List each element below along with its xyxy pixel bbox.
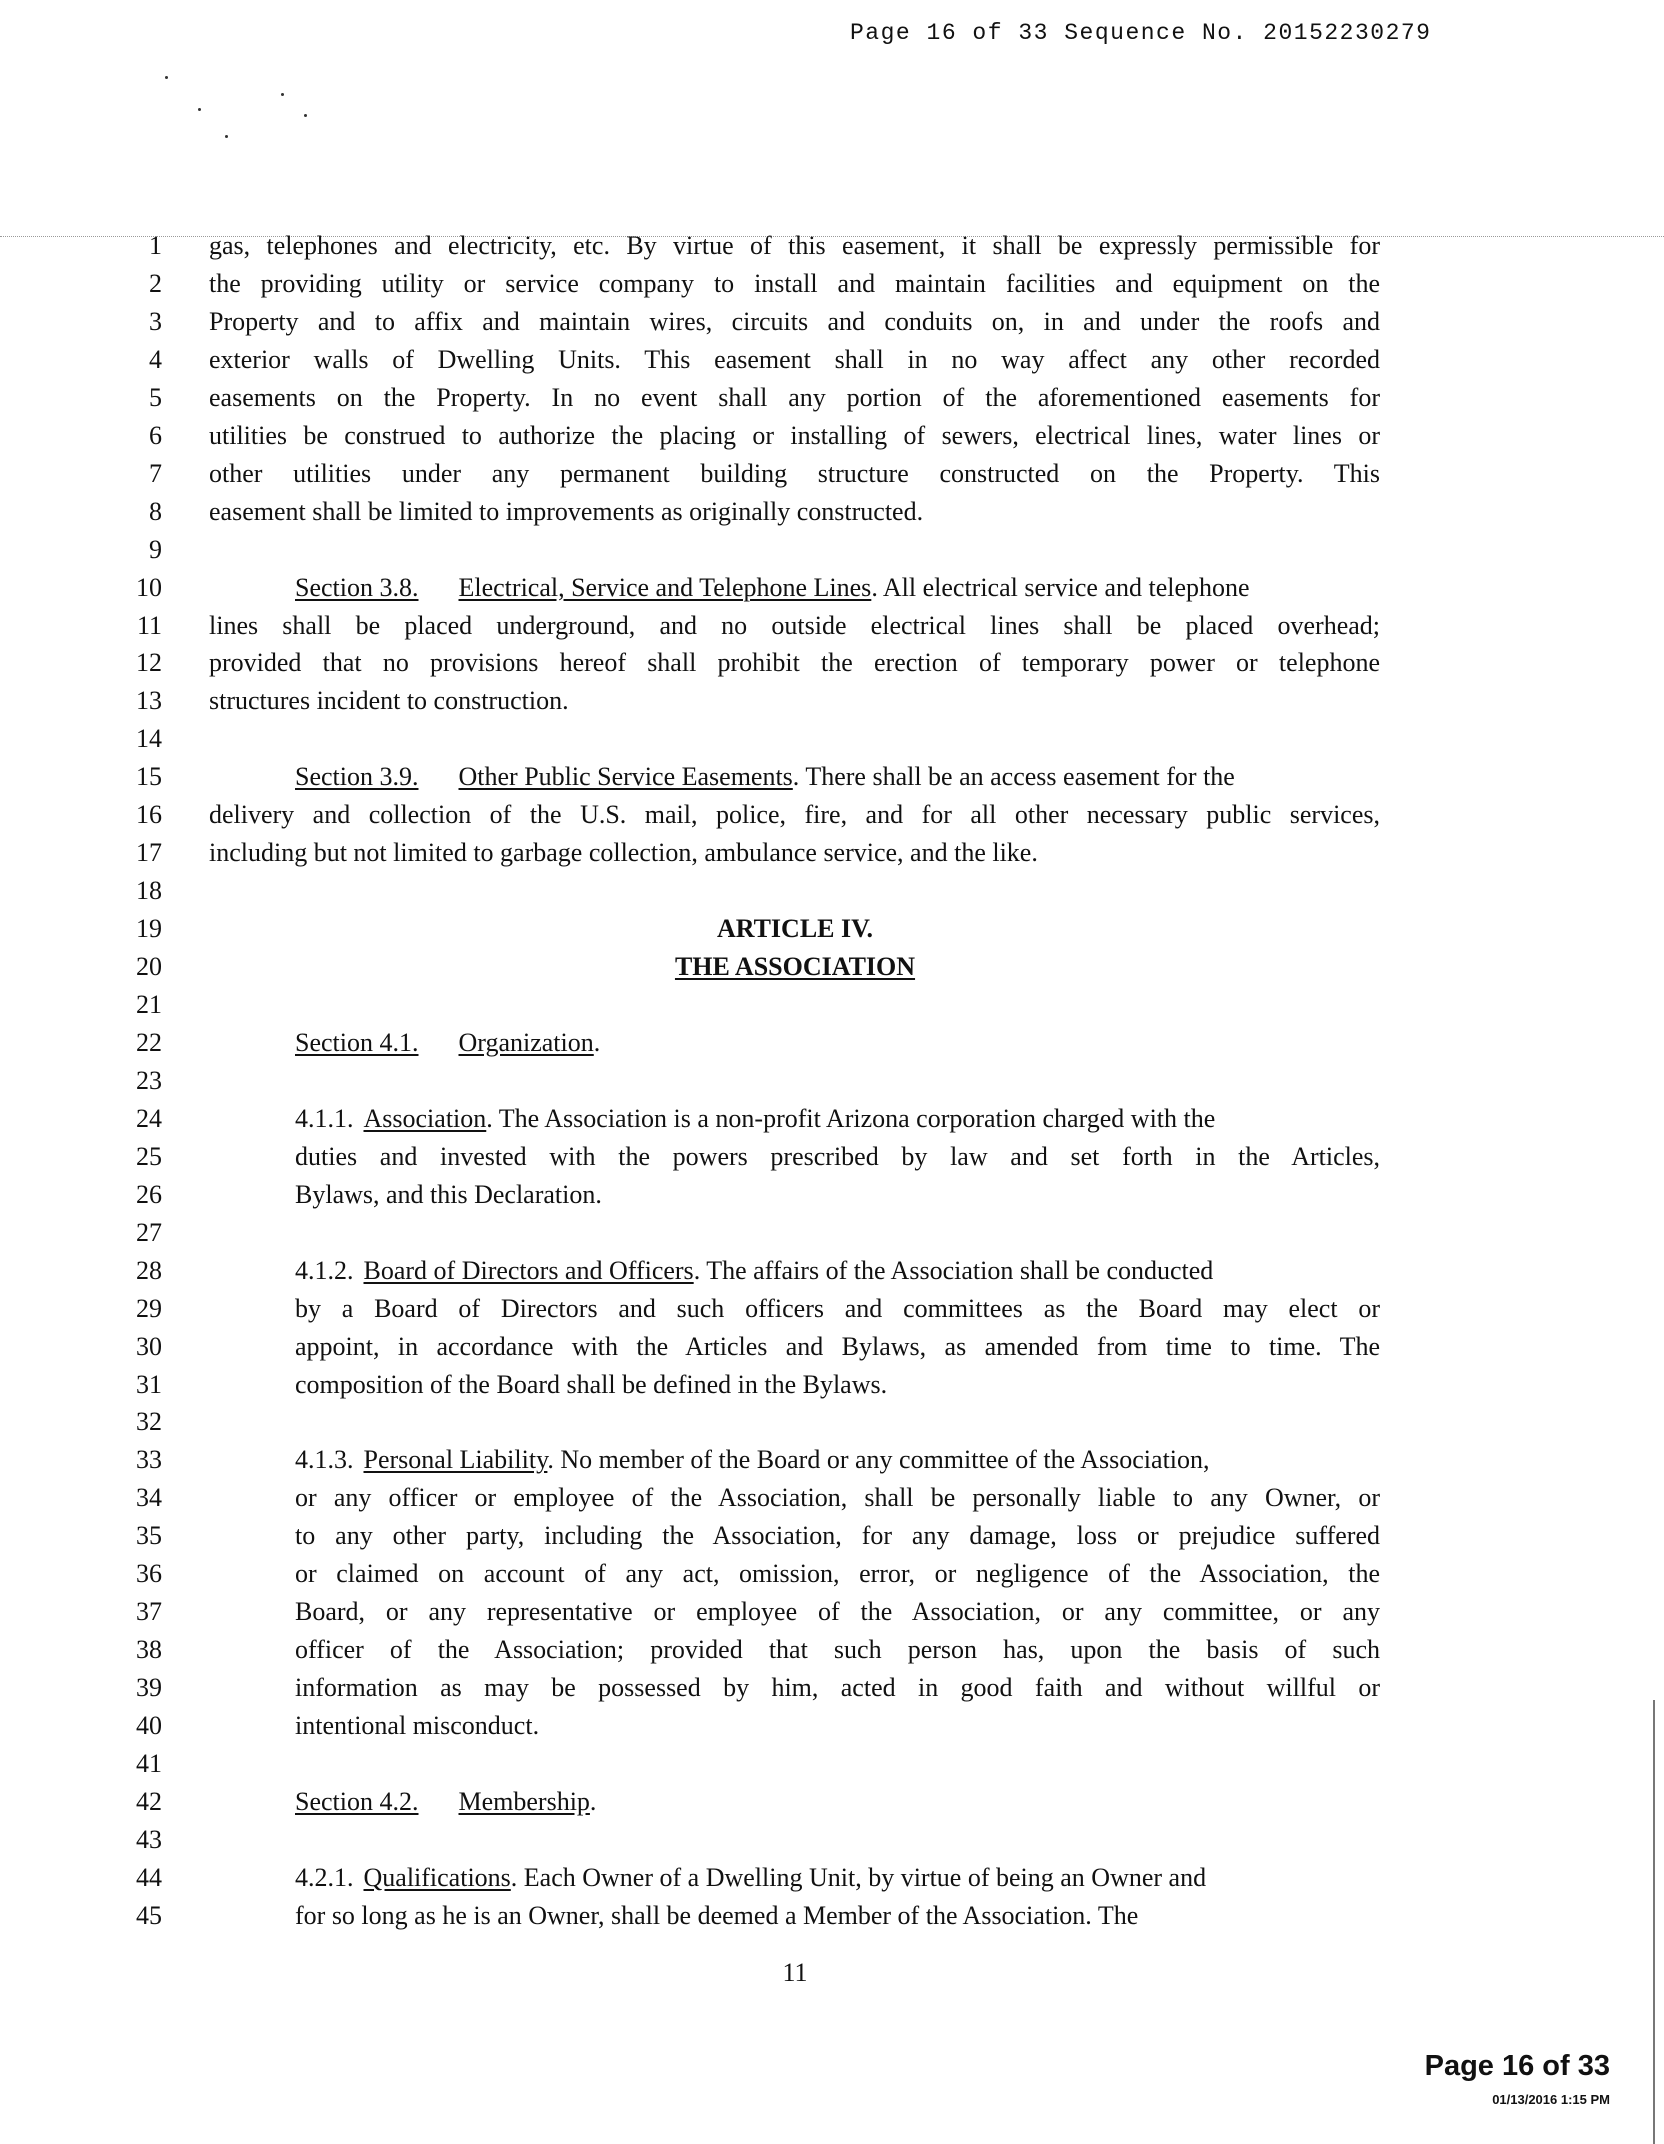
line-text: easement shall be limited to improvements as originally constructed. bbox=[209, 496, 924, 526]
document-line bbox=[0, 227, 1664, 265]
line-text: by a Board of Directors and such officers and committees as the Board may elect or bbox=[295, 1293, 1380, 1323]
document-line bbox=[0, 758, 1664, 796]
scan-speck bbox=[281, 93, 284, 96]
recording-header: Page 16 of 33 Sequence No. 20152230279 bbox=[850, 20, 1432, 46]
line-text: gas, telephones and electricity, etc. By virtue of this easement, it shall be expressly permissible for bbox=[209, 231, 1380, 260]
document-line bbox=[0, 910, 1664, 948]
section-text: . No member of the Board or any committee of the Association, bbox=[547, 1445, 1210, 1475]
line-text: to any other party, including the Association, for any damage, loss or prejudice suffered bbox=[295, 1521, 1380, 1551]
line-text: appoint, in accordance with the Articles and Bylaws, as amended from time to time. The bbox=[295, 1331, 1380, 1361]
document-line bbox=[0, 720, 1664, 758]
document-line bbox=[0, 1100, 1664, 1138]
section-number: Section 4.1. bbox=[295, 1027, 419, 1057]
document-line bbox=[0, 1593, 1664, 1631]
section-number: Section 4.2. bbox=[295, 1786, 419, 1816]
section-line bbox=[295, 758, 1235, 796]
article-title: THE ASSOCIATION bbox=[674, 952, 916, 982]
line-number: 14 bbox=[136, 724, 162, 754]
document-line bbox=[0, 1669, 1664, 1707]
document-line bbox=[0, 1859, 1664, 1897]
line-number: 26 bbox=[136, 1179, 162, 1209]
line-number: 30 bbox=[136, 1331, 162, 1361]
document-line bbox=[0, 1403, 1664, 1441]
document-line bbox=[0, 682, 1664, 720]
section-text: . The affairs of the Association shall be conducted bbox=[693, 1255, 1214, 1285]
document-line bbox=[0, 644, 1664, 682]
document-line bbox=[0, 531, 1664, 569]
line-text: lines shall be placed underground, and no outside electrical lines shall be placed overhead; bbox=[209, 610, 1380, 640]
section-line bbox=[295, 1783, 596, 1821]
line-number: 6 bbox=[149, 420, 162, 450]
document-line bbox=[0, 1366, 1664, 1404]
section-heading: Qualifications bbox=[363, 1862, 511, 1892]
scan-speck bbox=[304, 114, 307, 117]
line-text: provided that no provisions hereof shall prohibit the erection of temporary power or telephone bbox=[209, 648, 1380, 678]
document-line bbox=[0, 1707, 1664, 1745]
line-text: structures incident to construction. bbox=[209, 686, 569, 716]
section-text: . bbox=[589, 1786, 597, 1816]
section-heading: Membership bbox=[458, 1786, 590, 1816]
line-text: Board, or any representative or employee of the Association, or any committee, or any bbox=[295, 1597, 1380, 1627]
document-line bbox=[0, 1631, 1664, 1669]
section-text: . Each Owner of a Dwelling Unit, by virtue of being an Owner and bbox=[510, 1862, 1207, 1892]
document-line bbox=[0, 1252, 1664, 1290]
line-text: exterior walls of Dwelling Units. This easement shall in no way affect any other recorded bbox=[209, 344, 1380, 374]
document-line bbox=[0, 1783, 1664, 1821]
line-number: 32 bbox=[136, 1407, 162, 1437]
document-line bbox=[0, 417, 1664, 455]
line-number: 8 bbox=[149, 496, 162, 526]
footer-page-count: Page 16 of 33 bbox=[1424, 2050, 1610, 2082]
line-text: delivery and collection of the U.S. mail, police, fire, and for all other necessary public services, bbox=[209, 800, 1380, 830]
document-line bbox=[0, 1821, 1664, 1859]
line-number: 28 bbox=[136, 1255, 162, 1285]
document-line bbox=[0, 341, 1664, 379]
line-number: 41 bbox=[136, 1749, 162, 1778]
line-number: 12 bbox=[136, 648, 162, 678]
section-heading: Organization bbox=[458, 1027, 594, 1057]
scan-speck bbox=[198, 108, 201, 111]
document-line bbox=[0, 1328, 1664, 1366]
section-number: Section 3.9. bbox=[295, 762, 419, 792]
line-number: 19 bbox=[136, 914, 162, 944]
line-number: 25 bbox=[136, 1141, 162, 1171]
section-line bbox=[295, 1024, 600, 1062]
line-text: other utilities under any permanent building structure constructed on the Property. This bbox=[209, 458, 1380, 488]
line-number: 20 bbox=[136, 952, 162, 982]
line-number: 34 bbox=[136, 1483, 162, 1513]
subsection-number: 4.1.2. bbox=[295, 1255, 354, 1285]
line-number: 10 bbox=[136, 572, 162, 602]
section-text: . bbox=[593, 1027, 601, 1057]
section-text: . The Association is a non-profit Arizona corporation charged with the bbox=[486, 1103, 1216, 1133]
section-heading: Other Public Service Easements bbox=[458, 762, 793, 792]
section-line bbox=[295, 1441, 1210, 1479]
document-line bbox=[0, 1517, 1664, 1555]
line-number: 44 bbox=[136, 1862, 162, 1892]
document-line bbox=[0, 1479, 1664, 1517]
document-line bbox=[0, 569, 1664, 607]
line-number: 35 bbox=[136, 1521, 162, 1551]
section-text: . There shall be an access easement for the bbox=[792, 762, 1235, 792]
document-line bbox=[0, 1176, 1664, 1214]
document-line bbox=[0, 1441, 1664, 1479]
line-text: including but not limited to garbage collection, ambulance service, and the like. bbox=[209, 838, 1038, 868]
document-line bbox=[0, 455, 1664, 493]
line-number: 21 bbox=[136, 990, 162, 1019]
line-number: 24 bbox=[136, 1103, 162, 1133]
line-number: 45 bbox=[136, 1900, 162, 1930]
line-text: Property and to affix and maintain wires, circuits and conduits on, in and under the roofs and bbox=[209, 306, 1380, 336]
line-number: 13 bbox=[136, 686, 162, 716]
line-number: 40 bbox=[136, 1711, 162, 1741]
line-text: easements on the Property. In no event shall any portion of the aforementioned easements for bbox=[209, 382, 1380, 412]
document-line bbox=[0, 1745, 1664, 1783]
document-line bbox=[0, 872, 1664, 910]
section-heading: Personal Liability bbox=[363, 1445, 548, 1475]
section-line bbox=[295, 569, 1250, 607]
document-line bbox=[0, 986, 1664, 1024]
footer-timestamp: 01/13/2016 1:15 PM bbox=[1492, 2092, 1610, 2107]
line-number: 27 bbox=[136, 1217, 162, 1247]
document-line bbox=[0, 1214, 1664, 1252]
line-text: the providing utility or service company to install and maintain facilities and equipment on the bbox=[209, 268, 1380, 298]
document-line bbox=[0, 1897, 1664, 1935]
document-line bbox=[0, 1290, 1664, 1328]
line-number: 4 bbox=[149, 344, 162, 374]
scan-speck bbox=[165, 76, 168, 79]
document-line bbox=[0, 265, 1664, 303]
subsection-number: 4.1.3. bbox=[295, 1445, 354, 1475]
line-text: intentional misconduct. bbox=[295, 1711, 540, 1741]
document-line bbox=[0, 607, 1664, 645]
line-text: or claimed on account of any act, omission, error, or negligence of the Association, the bbox=[295, 1559, 1380, 1589]
article-number: ARTICLE IV. bbox=[716, 914, 874, 944]
document-line bbox=[0, 1024, 1664, 1062]
document-line bbox=[0, 303, 1664, 341]
document-line bbox=[0, 1555, 1664, 1593]
subsection-number: 4.2.1. bbox=[295, 1862, 354, 1892]
section-line bbox=[295, 1859, 1206, 1897]
line-number: 23 bbox=[136, 1065, 162, 1095]
document-line bbox=[0, 493, 1664, 531]
line-text: composition of the Board shall be defined in the Bylaws. bbox=[295, 1369, 888, 1399]
line-text: for so long as he is an Owner, shall be deemed a Member of the Association. The bbox=[295, 1900, 1139, 1930]
line-text: utilities be construed to authorize the placing or installing of sewers, electrical lines, water lines or bbox=[209, 420, 1380, 450]
line-number: 9 bbox=[149, 534, 162, 564]
section-heading: Electrical, Service and Telephone Lines bbox=[458, 572, 872, 602]
line-number: 2 bbox=[149, 268, 162, 298]
page-number: 11 bbox=[782, 1958, 808, 1987]
line-text: officer of the Association; provided that such person has, upon the basis of such bbox=[295, 1635, 1380, 1665]
line-number: 39 bbox=[136, 1673, 162, 1703]
document-line bbox=[0, 379, 1664, 417]
line-number: 37 bbox=[136, 1597, 162, 1627]
line-number: 42 bbox=[136, 1786, 162, 1816]
line-number: 43 bbox=[136, 1824, 162, 1854]
line-number: 33 bbox=[136, 1445, 162, 1475]
line-number: 7 bbox=[149, 458, 162, 488]
section-text: . All electrical service and telephone bbox=[871, 572, 1250, 602]
section-line bbox=[295, 1252, 1213, 1290]
document-line bbox=[0, 796, 1664, 834]
line-text: duties and invested with the powers prescribed by law and set forth in the Articles, bbox=[295, 1141, 1380, 1171]
line-number: 16 bbox=[136, 800, 162, 830]
line-number: 17 bbox=[136, 838, 162, 868]
scan-speck bbox=[225, 135, 228, 138]
line-number: 36 bbox=[136, 1559, 162, 1589]
line-number: 29 bbox=[136, 1293, 162, 1323]
document-line bbox=[0, 948, 1664, 986]
line-text: information as may be possessed by him, acted in good faith and without willful or bbox=[295, 1673, 1380, 1703]
line-number: 3 bbox=[149, 306, 162, 336]
subsection-number: 4.1.1. bbox=[295, 1103, 354, 1133]
line-number: 1 bbox=[149, 231, 162, 260]
section-heading: Board of Directors and Officers bbox=[363, 1255, 694, 1285]
section-line bbox=[295, 1100, 1215, 1138]
line-number: 15 bbox=[136, 762, 162, 792]
section-heading: Association bbox=[363, 1103, 487, 1133]
line-number: 5 bbox=[149, 382, 162, 412]
line-text: Bylaws, and this Declaration. bbox=[295, 1179, 602, 1209]
document-line bbox=[0, 1062, 1664, 1100]
line-number: 18 bbox=[136, 876, 162, 906]
document-line bbox=[0, 834, 1664, 872]
line-number: 11 bbox=[136, 610, 162, 640]
line-number: 22 bbox=[136, 1027, 162, 1057]
line-number: 31 bbox=[136, 1369, 162, 1399]
document-line bbox=[0, 1138, 1664, 1176]
section-number: Section 3.8. bbox=[295, 572, 419, 602]
line-text: or any officer or employee of the Association, shall be personally liable to any Owner, or bbox=[295, 1483, 1380, 1513]
line-number: 38 bbox=[136, 1635, 162, 1665]
